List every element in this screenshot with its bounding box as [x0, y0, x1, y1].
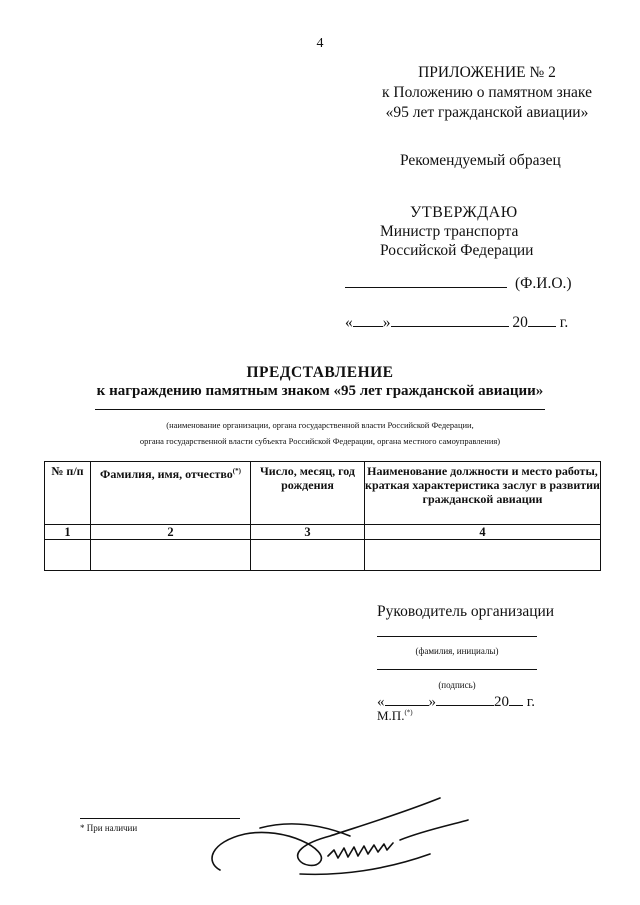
table-cell[interactable] — [365, 540, 601, 571]
head-name-line[interactable] — [377, 636, 537, 637]
column-number-1: 1 — [45, 525, 91, 540]
header-number: № п/п — [45, 462, 91, 525]
appendix-title: ПРИЛОЖЕНИЕ № 2 — [418, 64, 556, 81]
table-header-row — [45, 462, 601, 525]
seal-placeholder — [377, 708, 413, 724]
appendix-header — [372, 63, 602, 123]
date-close-quote: » — [382, 314, 391, 331]
year-blank[interactable] — [528, 313, 556, 327]
seal-label: М.П. — [377, 708, 405, 723]
page-number: 4 — [316, 36, 324, 51]
signoff-month-blank[interactable] — [436, 692, 494, 706]
signoff-date-close-quote: » — [428, 694, 436, 710]
appendix-reference: к Положению о памятном знаке — [382, 84, 592, 101]
column-number-2: 2 — [91, 525, 251, 540]
header-full-name-text: Фамилия, имя, отчество — [100, 467, 233, 481]
footnote: * При наличии — [80, 823, 138, 833]
organization-note-line1: (наименование организации, органа государственной власти Российской Федерации, — [166, 420, 474, 430]
signoff-date-open-quote: « — [377, 694, 385, 710]
approval-date-line — [345, 313, 568, 332]
organization-name-line[interactable] — [95, 409, 545, 410]
signoff-year-blank[interactable] — [509, 692, 523, 706]
year-prefix: 20 — [512, 314, 528, 331]
signoff-year-suffix: г. — [526, 694, 535, 710]
header-position-merits: Наименование должности и место работы, краткая характеристика заслуг в развитии гражданской авиации — [365, 462, 601, 525]
footnote-rule — [80, 818, 240, 819]
nominees-table — [44, 461, 601, 571]
table-cell[interactable] — [91, 540, 251, 571]
signoff-year-prefix: 20 — [494, 694, 509, 710]
organization-head-title: Руководитель организации — [377, 603, 555, 620]
head-signature-line[interactable] — [377, 669, 537, 670]
table-cell[interactable] — [251, 540, 365, 571]
day-blank[interactable] — [353, 313, 383, 327]
approval-position: Министр транспорта — [380, 223, 519, 240]
column-number-3: 3 — [251, 525, 365, 540]
fio-blank[interactable] — [345, 273, 507, 288]
table-cell[interactable] — [45, 540, 91, 571]
header-birth-date: Число, месяц, год рождения — [251, 462, 365, 525]
year-suffix: г. — [559, 314, 569, 331]
approval-country: Российской Федерации — [380, 242, 534, 259]
approval-heading: УТВЕРЖДАЮ — [410, 204, 518, 221]
approval-block — [380, 203, 533, 260]
header-full-name — [91, 462, 251, 525]
handwritten-signature — [200, 790, 480, 880]
sample-label: Рекомендуемый образец — [400, 152, 561, 169]
appendix-award-name: «95 лет гражданской авиации» — [385, 104, 589, 121]
head-signature-note: (подпись) — [438, 680, 476, 690]
signoff-day-blank[interactable] — [385, 692, 429, 706]
table-row — [45, 540, 601, 571]
header-footnote-mark: (*) — [232, 467, 241, 475]
column-number-4: 4 — [365, 525, 601, 540]
organization-note-line2: органа государственной власти субъекта Российской Федерации, органа местного самоуправления) — [139, 436, 501, 446]
seal-footnote-mark: (*) — [404, 708, 413, 717]
fio-label: (Ф.И.О.) — [515, 275, 572, 292]
table-column-numbers-row — [45, 525, 601, 540]
month-blank[interactable] — [391, 313, 509, 327]
document-subtitle: к награждению памятным знаком «95 лет гражданской авиации» — [96, 383, 544, 399]
head-name-note: (фамилия, инициалы) — [415, 646, 499, 656]
document-title: ПРЕДСТАВЛЕНИЕ — [246, 364, 394, 381]
approval-fio-line — [345, 273, 572, 293]
date-open-quote: « — [345, 314, 353, 331]
